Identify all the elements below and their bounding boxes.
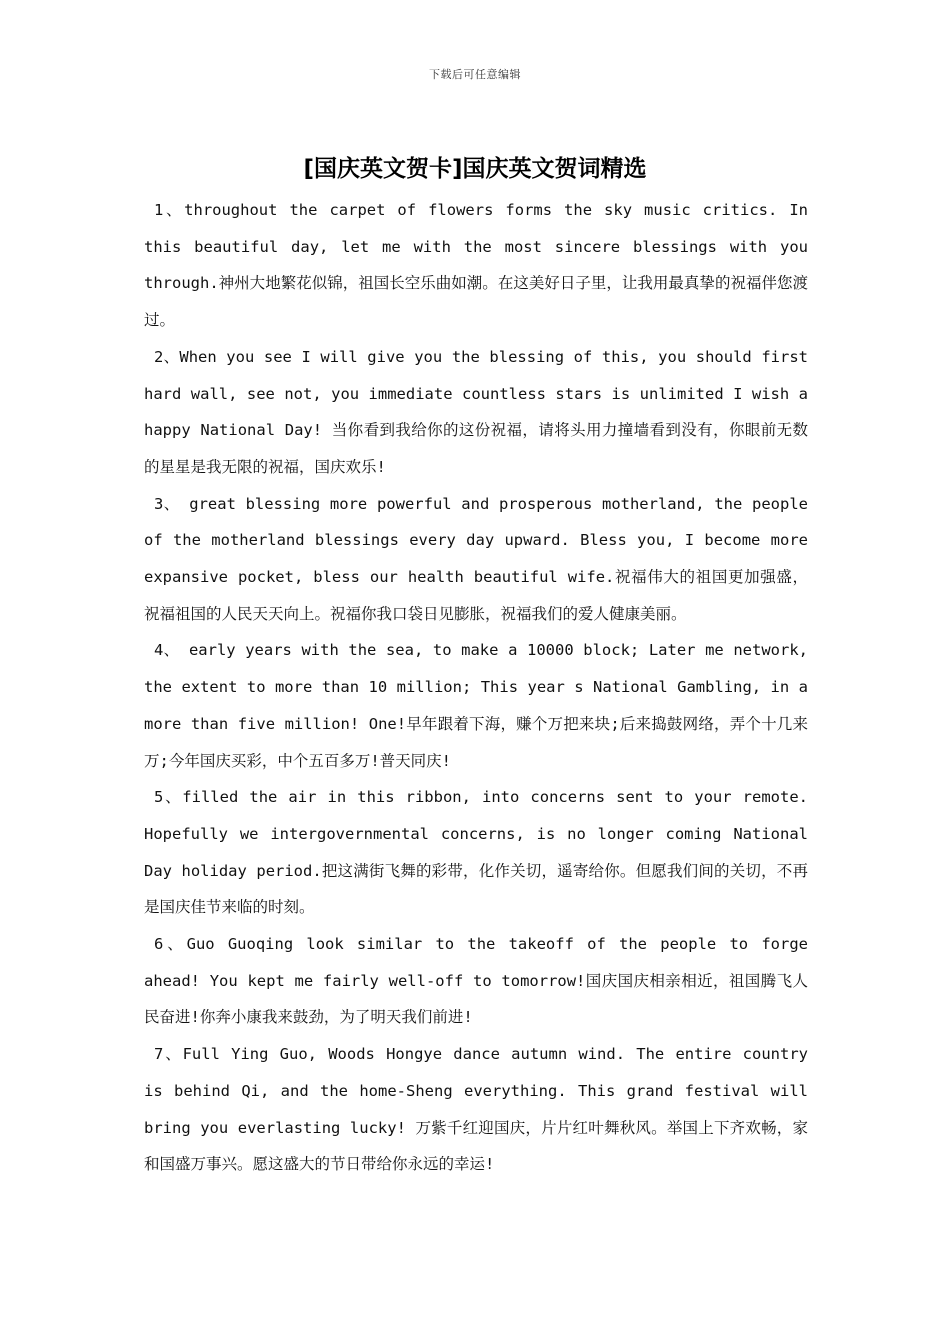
header-note: 下载后可任意编辑 <box>429 68 521 81</box>
paragraph-2: 2、When you see I will give you the blessing of this, you should first hard wall, see not, you immediate countless stars is unlimited I wish a happy National Day! 当你看到我给你的这份祝福，请将头用力撞墙看到没有，你眼前无数的星星是我无限的祝福，国庆欢乐! <box>144 347 808 476</box>
paragraph-6: 6、Guo Guoqing look similar to the takeoff of the people to forge ahead! You kept me fairly well-off to tomorrow!国庆国庆相亲相近，祖国腾飞人民奋进!你奔小康我来鼓劲，为了明天我们前进! <box>144 935 808 1027</box>
paragraph-1: 1、throughout the carpet of flowers forms the sky music critics. In this beautiful day, let me with the most sincere blessings with you through.神州大地繁花似锦，祖国长空乐曲如潮。在这美好日子里，让我用最真挚的祝福伴您渡过。 <box>144 201 808 330</box>
document-body <box>144 192 808 1183</box>
paragraph-3: 3、 great blessing more powerful and prosperous motherland, the people of the motherland blessings every day upward. Bless you, I become more expansive pocket, bless our health beautiful wife.祝福伟大的祖国更加强盛，祝福祖国的人民天天向上。祝福你我口袋日见膨胀，祝福我们的爱人健康美丽。 <box>144 494 808 623</box>
paragraph-4: 4、 early years with the sea, to make a 10000 block; Later me network, the extent to more than 10 million; This year s National Gambling, in a more than five million! One!早年跟着下海，赚个万把来块;后来捣鼓网络，弄个十几来万;今年国庆买彩，中个五百多万!普天同庆! <box>144 641 808 770</box>
paragraph-7: 7、Full Ying Guo, Woods Hongye dance autumn wind. The entire country is behind Qi, and the home-Sheng everything. This grand festival will bring you everlasting lucky! 万紫千红迎国庆，片片红叶舞秋风。举国上下齐欢畅，家和国盛万事兴。愿这盛大的节日带给你永远的幸运! <box>144 1045 808 1174</box>
paragraph-5: 5、filled the air in this ribbon, into concerns sent to your remote. Hopefully we intergovernmental concerns, is no longer coming National Day holiday period.把这满街飞舞的彩带，化作关切，遥寄给你。但愿我们间的关切，不再是国庆佳节来临的时刻。 <box>144 788 808 917</box>
document-title: [国庆英文贺卡]国庆英文贺词精选 <box>303 156 647 182</box>
